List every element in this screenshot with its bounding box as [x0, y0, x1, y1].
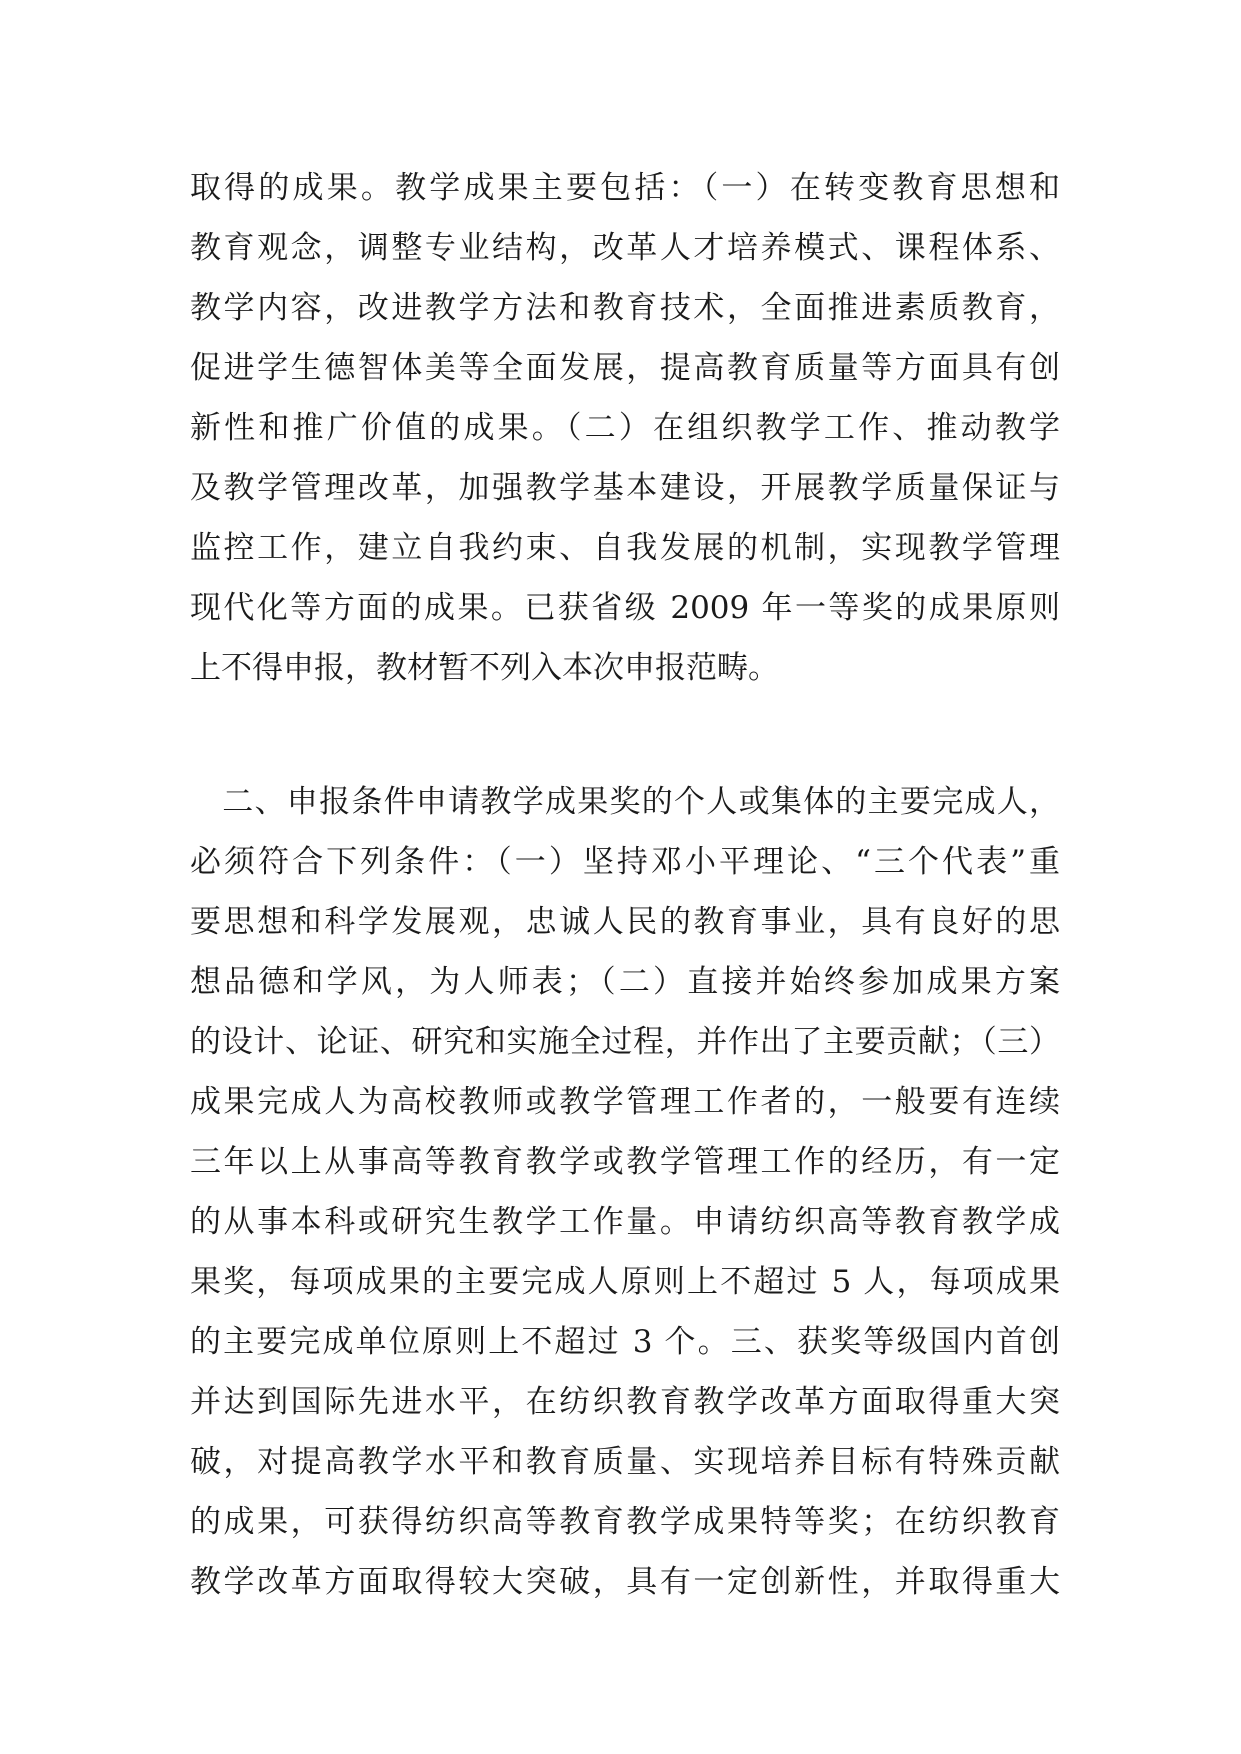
paragraph-gap: [190, 698, 1060, 772]
text-line: 的从事本科或研究生教学工作量。申请纺织高等教育教学成: [190, 1204, 1060, 1240]
text-line: 要思想和科学发展观，忠诚人民的教育事业，具有良好的思: [190, 904, 1060, 940]
text-line: 上不得申报，教材暂不列入本次申报范畴。: [190, 650, 779, 686]
document-body: [190, 158, 1060, 1612]
paragraph-2: [190, 772, 1060, 1612]
text-line: 想品德和学风，为人师表；（二）直接并始终参加成果方案: [190, 964, 1060, 1000]
text-line: 教学改革方面取得较大突破，具有一定创新性，并取得重大: [190, 1564, 1060, 1600]
text-line: 现代化等方面的成果。已获省级 2009 年一等奖的成果原则: [190, 590, 1060, 626]
text-line: 监控工作，建立自我约束、自我发展的机制，实现教学管理: [190, 530, 1060, 566]
text-line: 促进学生德智体美等全面发展，提高教育质量等方面具有创: [190, 350, 1060, 386]
text-line: 成果完成人为高校教师或教学管理工作者的，一般要有连续: [190, 1084, 1060, 1120]
text-line: 教学内容，改进教学方法和教育技术，全面推进素质教育，: [190, 290, 1060, 326]
text-line: 新性和推广价值的成果。（二）在组织教学工作、推动教学: [190, 410, 1060, 446]
text-line: 破，对提高教学水平和教育质量、实现培养目标有特殊贡献: [190, 1444, 1060, 1480]
text-line: 的设计、论证、研究和实施全过程，并作出了主要贡献；（三）: [190, 1024, 1060, 1060]
text-line: 三年以上从事高等教育教学或教学管理工作的经历，有一定: [190, 1144, 1060, 1180]
text-line: 及教学管理改革，加强教学基本建设，开展教学质量保证与: [190, 470, 1060, 506]
text-line: 的主要完成单位原则上不超过 3 个。三、获奖等级国内首创: [190, 1324, 1060, 1360]
text-line: 二、申报条件申请教学成果奖的个人或集体的主要完成人，: [190, 784, 1060, 820]
text-line: 并达到国际先进水平，在纺织教育教学改革方面取得重大突: [190, 1384, 1060, 1420]
text-line: 教育观念，调整专业结构，改革人才培养模式、课程体系、: [190, 230, 1060, 266]
text-line: 必须符合下列条件：（一）坚持邓小平理论、“三个代表”重: [190, 844, 1060, 880]
text-line: 的成果，可获得纺织高等教育教学成果特等奖；在纺织教育: [190, 1504, 1060, 1540]
paragraph-1: [190, 158, 1060, 698]
text-line: 果奖，每项成果的主要完成人原则上不超过 5 人，每项成果: [190, 1264, 1060, 1300]
text-line: 取得的成果。教学成果主要包括：（一）在转变教育思想和: [190, 170, 1060, 206]
